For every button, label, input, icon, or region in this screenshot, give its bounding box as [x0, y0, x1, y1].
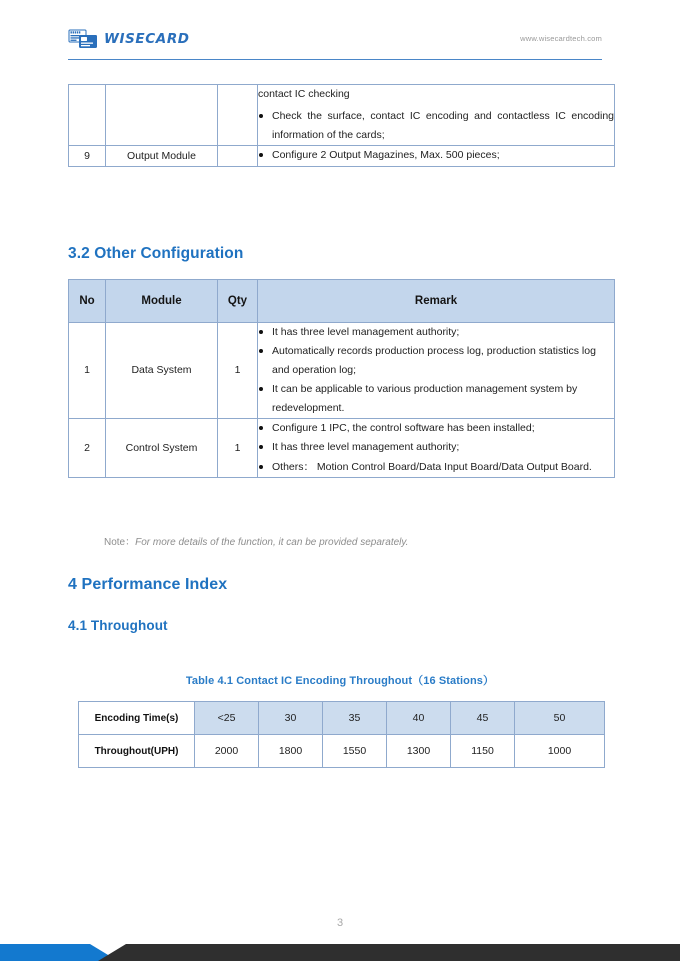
page-number: 3	[336, 917, 344, 929]
site-url: www.wisecardtech.com	[520, 34, 602, 43]
cell-module: Control System	[106, 418, 218, 477]
cell-throughput: 1800	[259, 735, 323, 768]
cell-encoding-time: 40	[387, 702, 451, 735]
brand-name: WISECARD	[104, 31, 190, 47]
cell-throughput: 1150	[451, 735, 515, 768]
table-row	[69, 146, 615, 166]
brand-logo	[68, 29, 190, 50]
cell-encoding-time: 50	[515, 702, 605, 735]
cell-qty	[218, 146, 258, 166]
cell-throughput: 1550	[323, 735, 387, 768]
cell-remark	[258, 418, 615, 477]
configuration-table-continued	[68, 84, 615, 167]
cell-encoding-time: 35	[323, 702, 387, 735]
table-row	[69, 85, 615, 146]
list-item: Check the surface, contact IC encoding and contactless IC encoding information of the cards;	[258, 107, 614, 144]
other-configuration-table	[68, 279, 615, 478]
footer-dark-shape	[98, 944, 680, 961]
cell-remark	[258, 323, 615, 419]
list-item: Configure 1 IPC, the control software has been installed;	[258, 419, 614, 437]
remark-bullet-list	[258, 419, 614, 476]
cell-throughput: 1000	[515, 735, 605, 768]
note-text: For more details of the function, it can be provided separately.	[135, 537, 409, 548]
row-label-throughput: Throughout(UPH)	[79, 735, 195, 768]
table-header-row	[69, 280, 615, 323]
remark-bullet-list	[258, 107, 614, 144]
column-header-qty: Qty	[218, 280, 258, 323]
cell-encoding-time: 30	[259, 702, 323, 735]
remark-intro-text: contact IC checking	[258, 88, 350, 100]
note-label: Note：	[104, 537, 136, 548]
list-item: It can be applicable to various production management system by redevelopment.	[258, 380, 614, 417]
wisecard-chip-card-logo-icon	[68, 29, 98, 50]
heading-throughout: 4.1 Throughout	[68, 618, 168, 633]
heading-other-configuration: 3.2 Other Configuration	[68, 245, 244, 262]
page-header	[68, 22, 602, 64]
footer-blue-shape	[0, 944, 118, 961]
cell-qty: 1	[218, 418, 258, 477]
cell-no: 9	[69, 146, 106, 166]
remark-bullet-list	[258, 323, 614, 417]
remark-bullet-list	[258, 146, 614, 164]
list-item: It has three level management authority;	[258, 323, 614, 341]
cell-no: 2	[69, 418, 106, 477]
cell-remark	[258, 146, 615, 166]
cell-remark	[258, 85, 615, 146]
cell-throughput: 1300	[387, 735, 451, 768]
column-header-module: Module	[106, 280, 218, 323]
cell-module: Output Module	[106, 146, 218, 166]
cell-qty: 1	[218, 323, 258, 419]
table-row	[69, 323, 615, 419]
table-row	[69, 418, 615, 477]
cell-throughput: 2000	[195, 735, 259, 768]
row-label-encoding-time: Encoding Time(s)	[79, 702, 195, 735]
cell-encoding-time: <25	[195, 702, 259, 735]
cell-encoding-time: 45	[451, 702, 515, 735]
cell-module: Data System	[106, 323, 218, 419]
footer-decorative-bar	[0, 935, 680, 961]
list-item: It has three level management authority;	[258, 438, 614, 456]
cell-no	[69, 85, 106, 146]
note-line	[104, 533, 408, 548]
table-41-caption: Table 4.1 Contact IC Encoding Throughout（16 Stations）	[185, 675, 495, 687]
list-item: Others： Motion Control Board/Data Input Board/Data Output Board.	[258, 458, 614, 476]
cell-module	[106, 85, 218, 146]
heading-performance-index: 4 Performance Index	[68, 576, 228, 593]
list-item: Configure 2 Output Magazines, Max. 500 pieces;	[258, 146, 614, 164]
table-row-throughput	[79, 735, 605, 768]
table-row-encoding-time	[79, 702, 605, 735]
cell-qty	[218, 85, 258, 146]
cell-no: 1	[69, 323, 106, 419]
column-header-remark: Remark	[258, 280, 615, 323]
list-item: Automatically records production process log, production statistics log and operation log;	[258, 342, 614, 379]
throughput-table	[78, 701, 605, 768]
header-divider	[68, 59, 602, 60]
column-header-no: No	[69, 280, 106, 323]
